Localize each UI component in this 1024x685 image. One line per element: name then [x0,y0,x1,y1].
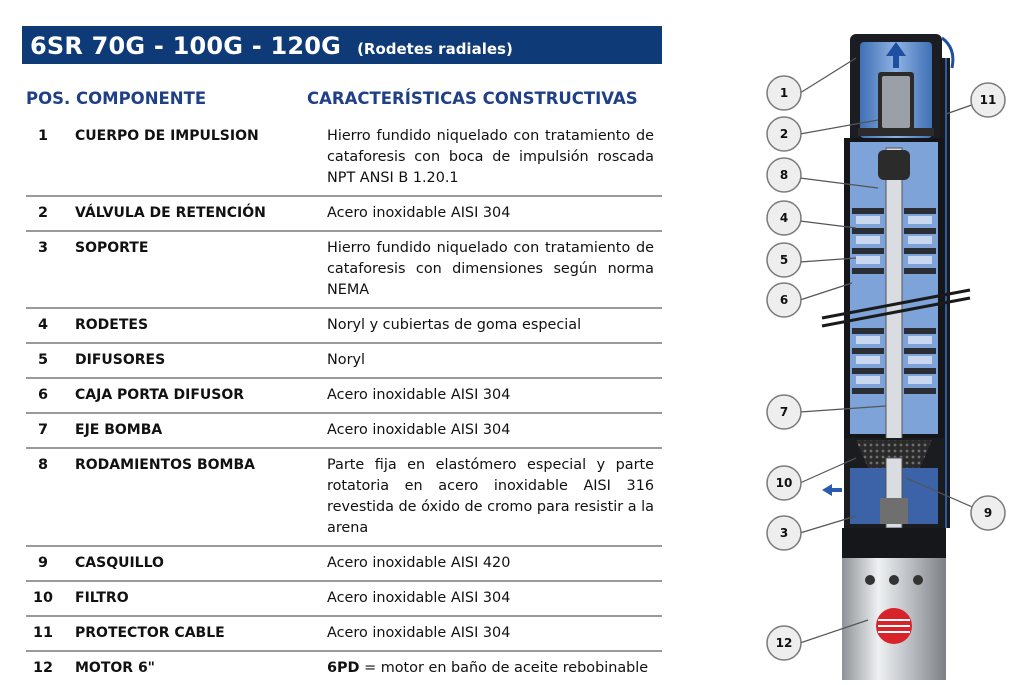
row-component: FILTRO [60,581,321,616]
svg-text:5: 5 [779,253,789,267]
table-row [26,308,662,343]
callout-marker [767,466,801,500]
callout-marker [767,283,801,317]
brand-logo [876,608,912,644]
row-description: Acero inoxidable AISI 304 [321,413,662,448]
callout-marker [767,158,801,192]
table-row [26,546,662,581]
table-row [26,448,662,546]
svg-text:9: 9 [983,506,993,520]
table-row [26,616,662,651]
callout-marker [971,83,1005,117]
row-pos: 5 [26,343,60,378]
row-pos: 4 [26,308,60,343]
page-subtitle: (Rodetes radiales) [357,40,513,58]
row-description: Acero inoxidable AISI 420 [321,546,662,581]
row-pos: 7 [26,413,60,448]
row-component: VÁLVULA DE RETENCIÓN [60,196,321,231]
row-component: RODAMIENTOS BOMBA [60,448,321,546]
table-row [26,651,662,685]
svg-text:1: 1 [779,86,789,100]
title-bar [22,26,662,64]
svg-text:7: 7 [779,405,789,419]
svg-text:2: 2 [779,127,789,141]
svg-text:10: 10 [775,476,793,490]
pump-bearing [878,150,910,180]
flow-arrow-right-icon [822,484,842,496]
row-description: 6PD = motor en baño de aceite rebobinable [327,660,649,676]
row-pos: 6 [26,378,60,413]
row-pos: 1 [26,120,60,196]
callout-marker [767,395,801,429]
row-component: SOPORTE [60,231,321,308]
row-component: CUERPO DE IMPULSION [60,120,321,196]
motor-model: 6PD [327,660,360,676]
pump-cutaway-illustration [760,28,1022,680]
row-description: Hierro fundido niquelado con tratamiento de cataforesis con dimensiones según norma NEMA [321,231,662,308]
svg-text:12: 12 [775,636,793,650]
row-component: CAJA PORTA DIFUSOR [60,378,321,413]
row-description: Noryl y cubiertas de goma especial [321,308,662,343]
callout-marker [767,626,801,660]
table-row [26,343,662,378]
discharge-head [850,34,942,144]
row-description: Acero inoxidable AISI 304 [321,196,662,231]
row-component: EJE BOMBA [60,413,321,448]
suction-filter [822,438,944,528]
table-row [26,196,662,231]
column-header-characteristics: CARACTERÍSTICAS CONSTRUCTIVAS [307,89,638,108]
callout-marker [767,516,801,550]
svg-text:3: 3 [779,526,789,540]
table-row [26,413,662,448]
callout-marker [767,76,801,110]
sleeve [880,498,908,524]
row-pos: 9 [26,546,60,581]
svg-text:6: 6 [779,293,789,307]
motor [842,528,946,680]
column-header-component: COMPONENTE [76,89,207,108]
callout-marker [767,117,801,151]
table-row [26,120,662,196]
spec-table [26,120,662,685]
row-description: Acero inoxidable AISI 304 [321,378,662,413]
svg-text:8: 8 [779,168,789,182]
row-pos: 8 [26,448,60,546]
row-description: Noryl [321,343,662,378]
callout-marker [767,243,801,277]
page-title: 6SR 70G - 100G - 120G [30,32,342,60]
table-row [26,378,662,413]
row-pos: 10 [26,581,60,616]
row-pos: 12 [32,660,54,676]
table-row [26,231,662,308]
row-description: Parte fija en elastómero especial y parte rotatoria en acero inoxidable AISI 316 revestida de óxido de cromo para resistir a la arena [321,448,662,546]
svg-text:4: 4 [779,211,789,225]
callout-marker [767,201,801,235]
row-component: RODETES [60,308,321,343]
row-pos: 11 [26,616,60,651]
row-pos: 3 [26,231,60,308]
callout-marker [971,496,1005,530]
table-row [26,581,662,616]
column-header-pos: POS. COMPONENTE [26,89,207,108]
row-component: CASQUILLO [60,546,321,581]
row-component: DIFUSORES [60,343,321,378]
row-pos: 2 [26,196,60,231]
row-description: Hierro fundido niquelado con tratamiento de cataforesis con boca de impulsión roscada NPT ANSI B 1.20.1 [321,120,662,196]
row-description: Acero inoxidable AISI 304 [321,581,662,616]
row-component: MOTOR 6" [75,660,155,676]
row-description: Acero inoxidable AISI 304 [321,616,662,651]
row-component: PROTECTOR CABLE [60,616,321,651]
svg-text:11: 11 [979,93,997,107]
